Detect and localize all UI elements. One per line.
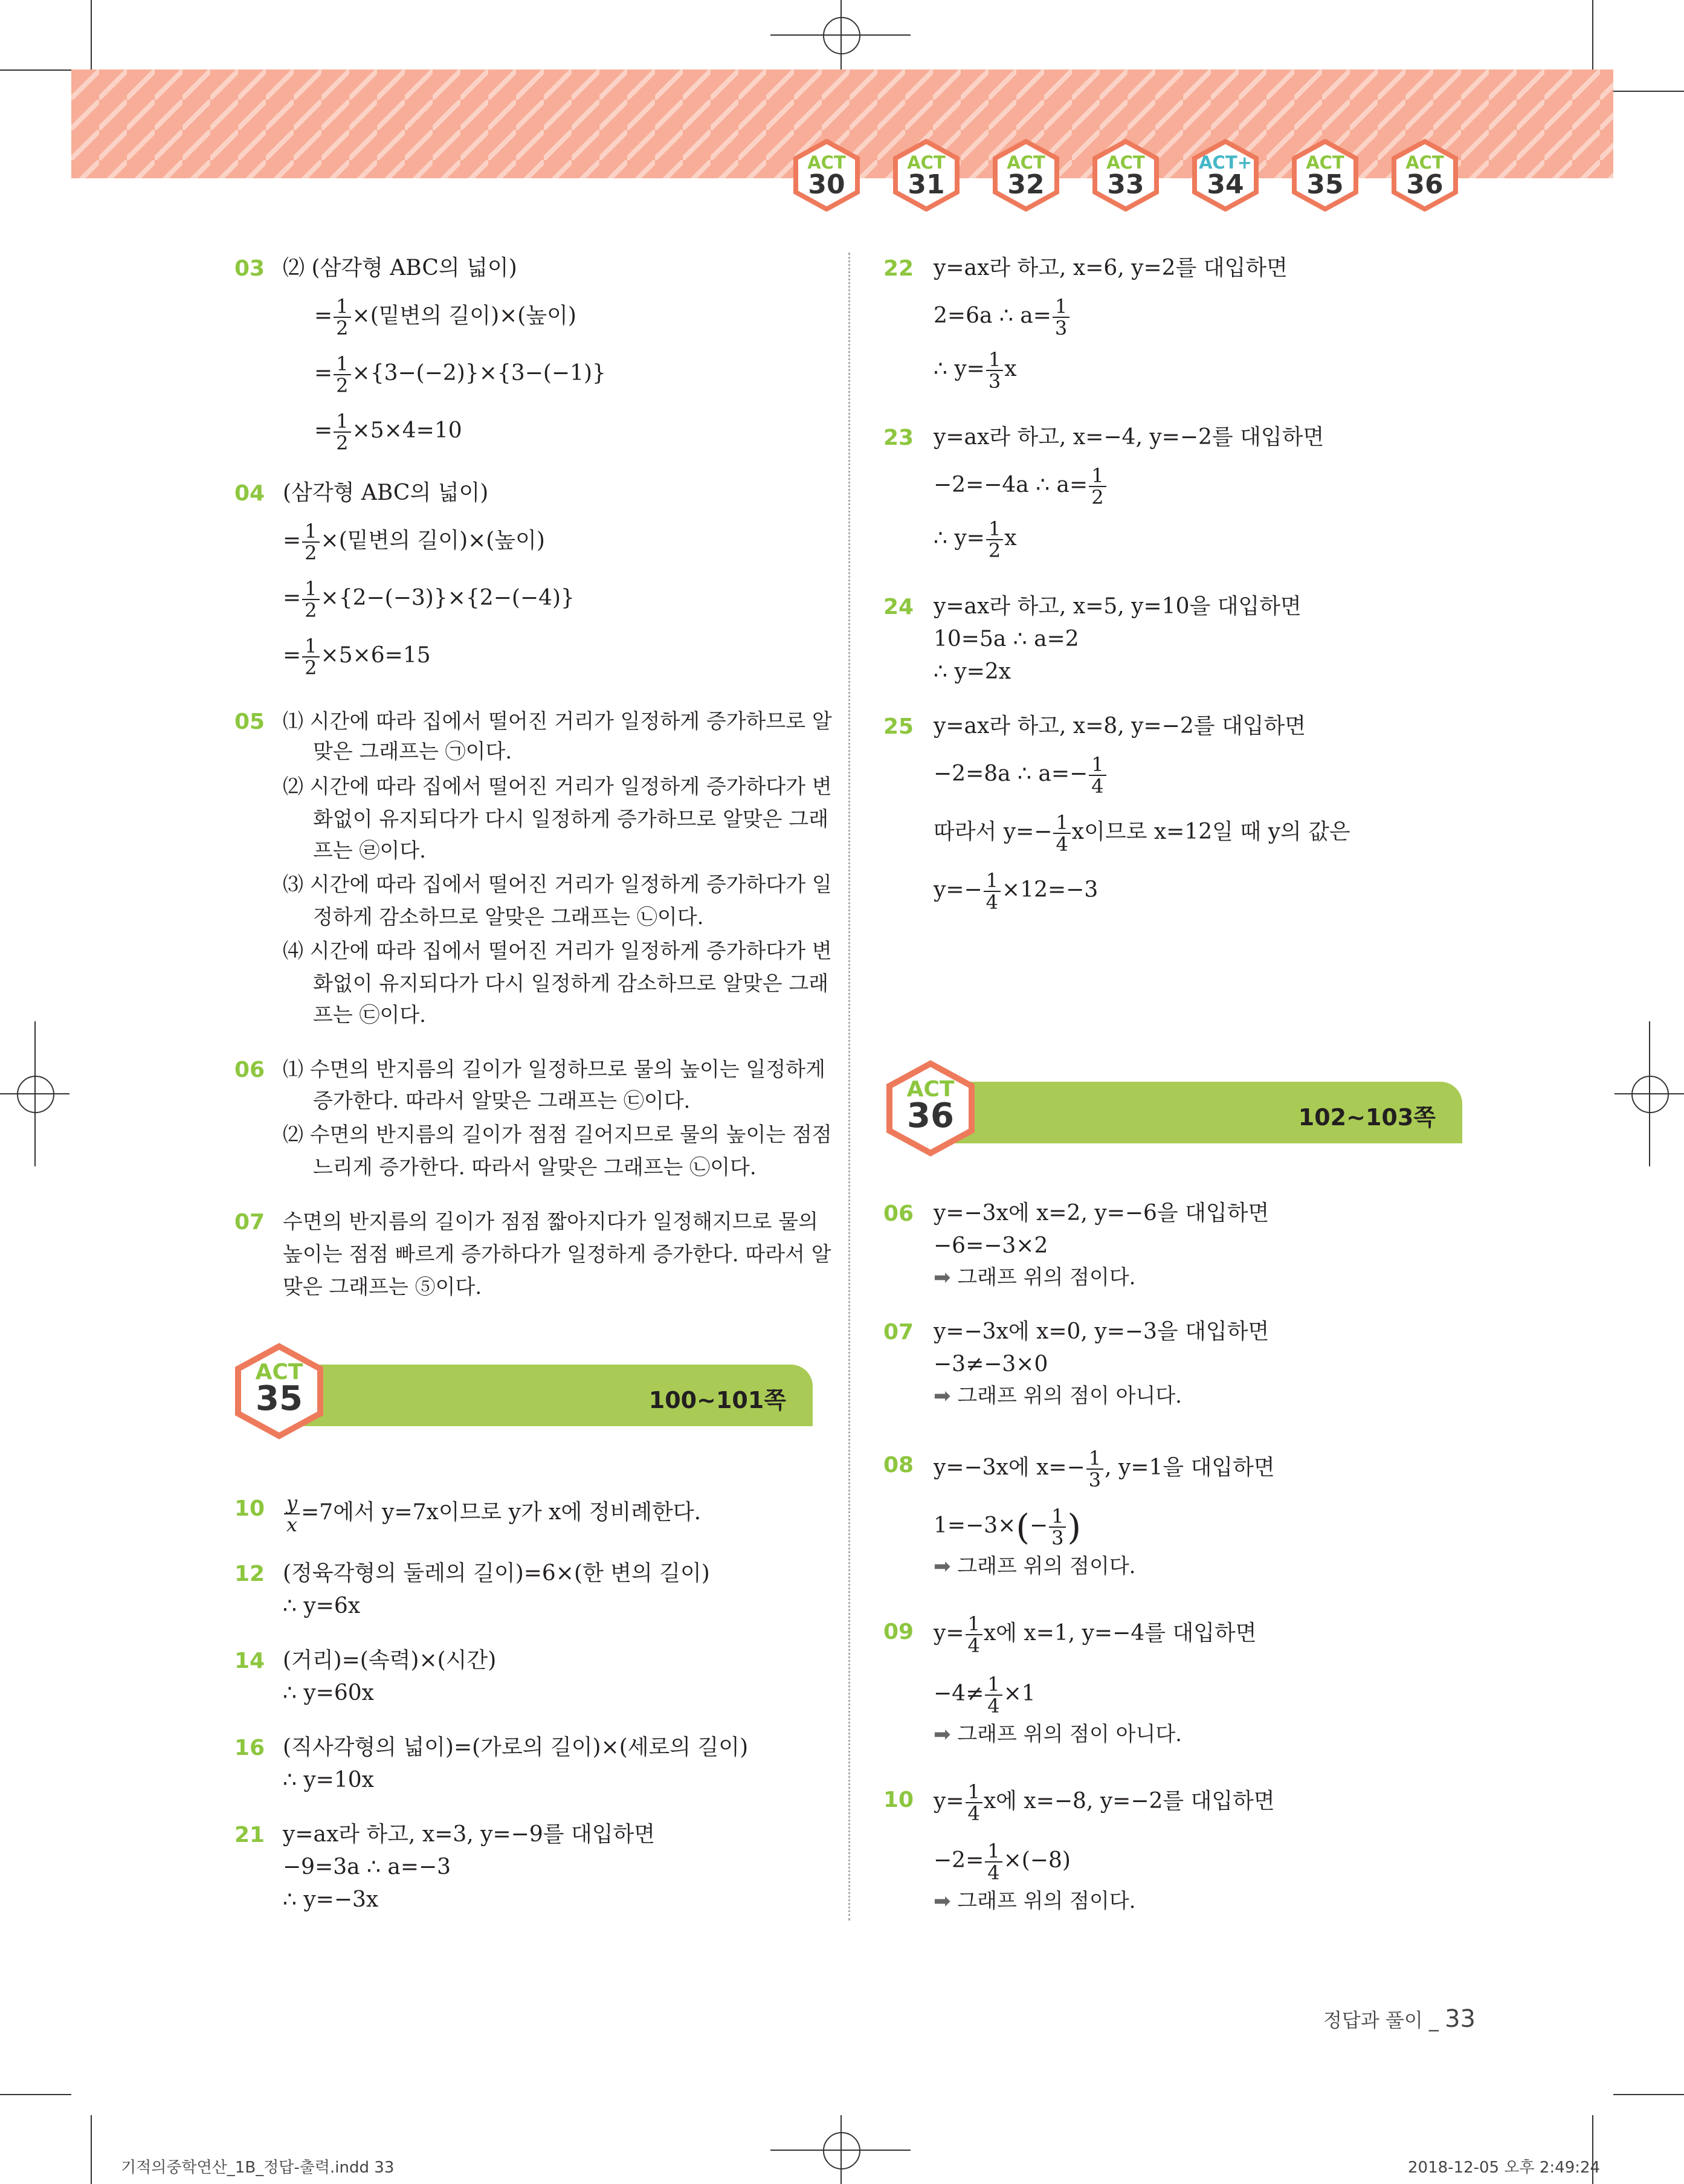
act-badge-31[interactable] bbox=[890, 139, 963, 212]
act-36-section-badge bbox=[882, 1060, 979, 1157]
solution-line: 느리게 증가한다. 따라서 알맞은 그래프는 ㉡이다. bbox=[313, 1155, 757, 1180]
act-number: 32 bbox=[1007, 169, 1045, 200]
crop-mark bbox=[91, 2115, 92, 2184]
question-number: 07 bbox=[234, 1210, 265, 1235]
solution-line: y=−3x에 x=− $\frac{1}{3}$ , y=1을 대입하면 bbox=[934, 1447, 1275, 1491]
solution-line: $\frac{y}{x}$ =7에서 y=7x이므로 y가 x에 정비례한다. bbox=[283, 1493, 701, 1535]
question-number: 03 bbox=[234, 256, 265, 281]
solution-line: (직사각형의 넓이)=(가로의 길이)×(세로의 길이) bbox=[283, 1735, 749, 1760]
act-label: ACT bbox=[1007, 152, 1045, 173]
solution-line: 화없이 유지되다가 다시 일정하게 증가하므로 알맞은 그래 bbox=[313, 807, 829, 832]
crop-mark bbox=[91, 0, 92, 69]
solution-line: 프는 ㉣이다. bbox=[313, 839, 426, 863]
arrow-icon: ➡ bbox=[934, 1722, 951, 1746]
solution-line: ➡ 그래프 위의 점이 아니다. bbox=[934, 1722, 1182, 1746]
solution-line: −4≠ $\frac{1}{4}$ ×1 bbox=[934, 1673, 1036, 1717]
page-range: 102~103쪽 bbox=[1298, 1104, 1436, 1131]
solution-line: (정육각형의 둘레의 길이)=6×(한 변의 길이) bbox=[283, 1561, 710, 1586]
arrow-icon: ➡ bbox=[934, 1554, 951, 1578]
solution-line: 수면의 반지름의 길이가 점점 짧아지다가 일정해지므로 물의 bbox=[283, 1210, 818, 1234]
crop-mark bbox=[1613, 91, 1684, 92]
act-number: 36 bbox=[1406, 169, 1444, 200]
question-number: 06 bbox=[883, 1201, 914, 1226]
solution-line: −9=3a ∴ a=−3 bbox=[283, 1855, 451, 1879]
solution-line: (거리)=(속력)×(시간) bbox=[283, 1648, 497, 1673]
question-number: 12 bbox=[234, 1562, 265, 1586]
act-label: ACT bbox=[255, 1360, 303, 1384]
solution-line: ⑵ 수면의 반지름의 길이가 점점 길어지므로 물의 높이는 점점 bbox=[283, 1123, 832, 1147]
solution-line: ➡ 그래프 위의 점이다. bbox=[934, 1889, 1136, 1913]
solution-line: 높이는 점점 빠르게 증가하다가 일정하게 증가한다. 따라서 알 bbox=[283, 1242, 831, 1267]
act-label: ACT bbox=[807, 152, 846, 173]
page-number: 33 bbox=[1445, 2005, 1476, 2033]
act-label: ACT+ bbox=[1199, 152, 1252, 173]
crop-mark bbox=[1613, 2094, 1684, 2095]
act-badge-30[interactable] bbox=[790, 139, 863, 212]
act-label: ACT bbox=[1405, 152, 1444, 173]
solution-line: −6=−3×2 bbox=[934, 1233, 1048, 1258]
question-number: 08 bbox=[883, 1453, 914, 1478]
solution-line: −2=8a ∴ a=− $\frac{1}{4}$ bbox=[934, 754, 1108, 796]
solution-line: 맞은 그래프는 ⑤이다. bbox=[283, 1275, 482, 1299]
act-badge-34[interactable] bbox=[1189, 139, 1262, 212]
solution-line: ∴ y=−3x bbox=[283, 1887, 379, 1912]
solution-line: 따라서 y=− $\frac{1}{4}$ x이므로 x=12일 때 y의 값은 bbox=[934, 811, 1350, 856]
print-timestamp: 2018-12-05 오후 2:49:24 bbox=[1408, 2159, 1601, 2177]
solution-line: ➡ 그래프 위의 점이다. bbox=[934, 1265, 1136, 1290]
crop-mark bbox=[1592, 0, 1593, 69]
page-range: 100~101쪽 bbox=[648, 1387, 786, 1413]
solution-line: ⑷ 시간에 따라 집에서 떨어진 거리가 일정하게 증가하다가 변 bbox=[283, 939, 832, 963]
act-number: 36 bbox=[907, 1096, 954, 1136]
solution-line: 화없이 유지되다가 다시 일정하게 감소하므로 알맞은 그래 bbox=[313, 972, 829, 996]
solution-line: ∴ y=60x bbox=[283, 1681, 374, 1705]
solution-line: ∴ y=10x bbox=[283, 1768, 374, 1792]
solution-line: = $\frac{1}{2}$ ×(밑변의 길이)×(높이) bbox=[314, 295, 576, 340]
solution-line: −2= $\frac{1}{4}$ ×(−8) bbox=[934, 1840, 1071, 1884]
question-number: 07 bbox=[883, 1320, 914, 1345]
solution-line: y=−3x에 x=0, y=−3을 대입하면 bbox=[934, 1319, 1269, 1344]
solution-line: y=ax라 하고, x=8, y=−2를 대입하면 bbox=[934, 714, 1306, 738]
question-number: 10 bbox=[883, 1788, 914, 1812]
solution-line: 1=−3×(− $\frac{1}{3}$ ) bbox=[934, 1505, 1082, 1549]
question-number: 25 bbox=[883, 714, 914, 739]
solution-line: ⑴ 시간에 따라 집에서 떨어진 거리가 일정하게 증가하므로 알 bbox=[283, 709, 832, 734]
solution-line: (삼각형 ABC의 넓이) bbox=[283, 480, 489, 505]
question-number: 24 bbox=[883, 595, 914, 619]
act-35-section-badge bbox=[231, 1343, 327, 1439]
act-label: ACT bbox=[1106, 152, 1145, 173]
section-banner-act36 bbox=[934, 1082, 1462, 1143]
solution-line: = $\frac{1}{2}$ ×5×4=10 bbox=[314, 410, 462, 454]
act-label: ACT bbox=[906, 1077, 955, 1102]
question-number: 04 bbox=[234, 481, 265, 506]
solution-line: ⑵ 시간에 따라 집에서 떨어진 거리가 일정하게 증가하다가 변 bbox=[283, 775, 832, 799]
act-label: ACT bbox=[1306, 152, 1344, 173]
solution-line: −3≠−3×0 bbox=[934, 1352, 1048, 1377]
solution-line: = $\frac{1}{2}$ ×{3−(−2)}×{3−(−1)} bbox=[314, 352, 606, 397]
solution-line: 10=5a ∴ a=2 bbox=[934, 627, 1079, 651]
registration-mark bbox=[17, 1076, 54, 1113]
footer-label: 정답과 풀이 _ bbox=[1323, 2009, 1445, 2032]
question-number: 23 bbox=[883, 425, 914, 450]
arrow-icon: ➡ bbox=[934, 1384, 951, 1408]
question-number: 05 bbox=[234, 709, 265, 734]
solution-line: y=−3x에 x=2, y=−6을 대입하면 bbox=[934, 1201, 1269, 1226]
question-number: 10 bbox=[234, 1496, 265, 1521]
page-footer bbox=[1323, 2005, 1476, 2033]
crop-mark bbox=[840, 2115, 842, 2184]
solution-line: = $\frac{1}{2}$ ×5×6=15 bbox=[283, 635, 431, 679]
act-label: ACT bbox=[907, 152, 946, 173]
crop-mark bbox=[34, 1021, 36, 1166]
solution-line: y=ax라 하고, x=5, y=10을 대입하면 bbox=[934, 594, 1302, 619]
solution-line: 정하게 감소하므로 알맞은 그래프는 ㉡이다. bbox=[313, 905, 704, 929]
column-divider bbox=[848, 253, 850, 1921]
solution-line: y=ax라 하고, x=6, y=2를 대입하면 bbox=[934, 256, 1288, 280]
solution-line: 2=6a ∴ a= $\frac{1}{3}$ bbox=[934, 296, 1071, 338]
section-banner-act35 bbox=[284, 1365, 813, 1426]
solution-line: ∴ y=2x bbox=[934, 659, 1011, 684]
question-number: 16 bbox=[234, 1736, 265, 1760]
solution-line: −2=−4a ∴ a= $\frac{1}{2}$ bbox=[934, 465, 1108, 508]
solution-line: ⑴ 수면의 반지름의 길이가 일정하므로 물의 높이는 일정하게 bbox=[283, 1058, 825, 1082]
act-number: 35 bbox=[256, 1379, 303, 1418]
act-number: 31 bbox=[908, 169, 945, 200]
act-number: 34 bbox=[1207, 169, 1244, 200]
solution-line: y=ax라 하고, x=3, y=−9를 대입하면 bbox=[283, 1822, 656, 1847]
registration-mark bbox=[1631, 1076, 1669, 1113]
file-slug: 기적의중학연산_1B_정답-출력.indd 33 bbox=[121, 2159, 395, 2177]
crop-mark bbox=[0, 69, 71, 71]
act-number: 33 bbox=[1107, 169, 1144, 200]
act-badge-33[interactable] bbox=[1089, 139, 1162, 212]
registration-mark bbox=[823, 2132, 860, 2169]
solution-line: 증가한다. 따라서 알맞은 그래프는 ㉢이다. bbox=[313, 1089, 691, 1113]
arrow-icon: ➡ bbox=[934, 1889, 951, 1913]
registration-mark bbox=[823, 17, 860, 54]
solution-line: ∴ y= $\frac{1}{3}$ x bbox=[934, 348, 1017, 393]
solution-line: ➡ 그래프 위의 점이다. bbox=[934, 1554, 1136, 1578]
solution-line: y= $\frac{1}{4}$ x에 x=1, y=−4를 대입하면 bbox=[934, 1612, 1257, 1657]
arrow-icon: ➡ bbox=[934, 1265, 951, 1290]
solution-line: = $\frac{1}{2}$ ×(밑변의 길이)×(높이) bbox=[283, 520, 545, 564]
solution-line: y= $\frac{1}{4}$ x에 x=−8, y=−2를 대입하면 bbox=[934, 1780, 1275, 1825]
crop-mark bbox=[840, 0, 842, 69]
solution-line: ⑵ (삼각형 ABC의 넓이) bbox=[283, 256, 517, 280]
crop-mark bbox=[1649, 1021, 1650, 1166]
question-number: 21 bbox=[234, 1823, 265, 1847]
solution-line: ∴ y= $\frac{1}{2}$ x bbox=[934, 517, 1017, 562]
solution-line: = $\frac{1}{2}$ ×{2−(−3)}×{2−(−4)} bbox=[283, 577, 575, 622]
question-number: 09 bbox=[883, 1620, 914, 1644]
solution-line: 맞은 그래프는 ㉠이다. bbox=[313, 740, 512, 764]
question-number: 14 bbox=[234, 1649, 265, 1673]
question-number: 06 bbox=[234, 1058, 265, 1082]
act-number: 30 bbox=[808, 169, 845, 200]
solution-line: ⑶ 시간에 따라 집에서 떨어진 거리가 일정하게 증가하다가 일 bbox=[283, 873, 832, 897]
act-badge-35[interactable] bbox=[1289, 139, 1361, 212]
solution-line: y=ax라 하고, x=−4, y=−2를 대입하면 bbox=[934, 425, 1324, 450]
question-number: 22 bbox=[883, 256, 914, 281]
solution-line: y=− $\frac{1}{4}$ ×12=−3 bbox=[934, 869, 1098, 914]
solution-line: ➡ 그래프 위의 점이 아니다. bbox=[934, 1384, 1182, 1408]
crop-mark bbox=[0, 2094, 71, 2095]
act-badge-32[interactable] bbox=[990, 139, 1062, 212]
act-badge-36[interactable] bbox=[1389, 139, 1461, 212]
solution-line: 프는 ㉢이다. bbox=[313, 1003, 426, 1027]
act-number: 35 bbox=[1306, 169, 1344, 200]
solution-line: ∴ y=6x bbox=[283, 1594, 361, 1618]
